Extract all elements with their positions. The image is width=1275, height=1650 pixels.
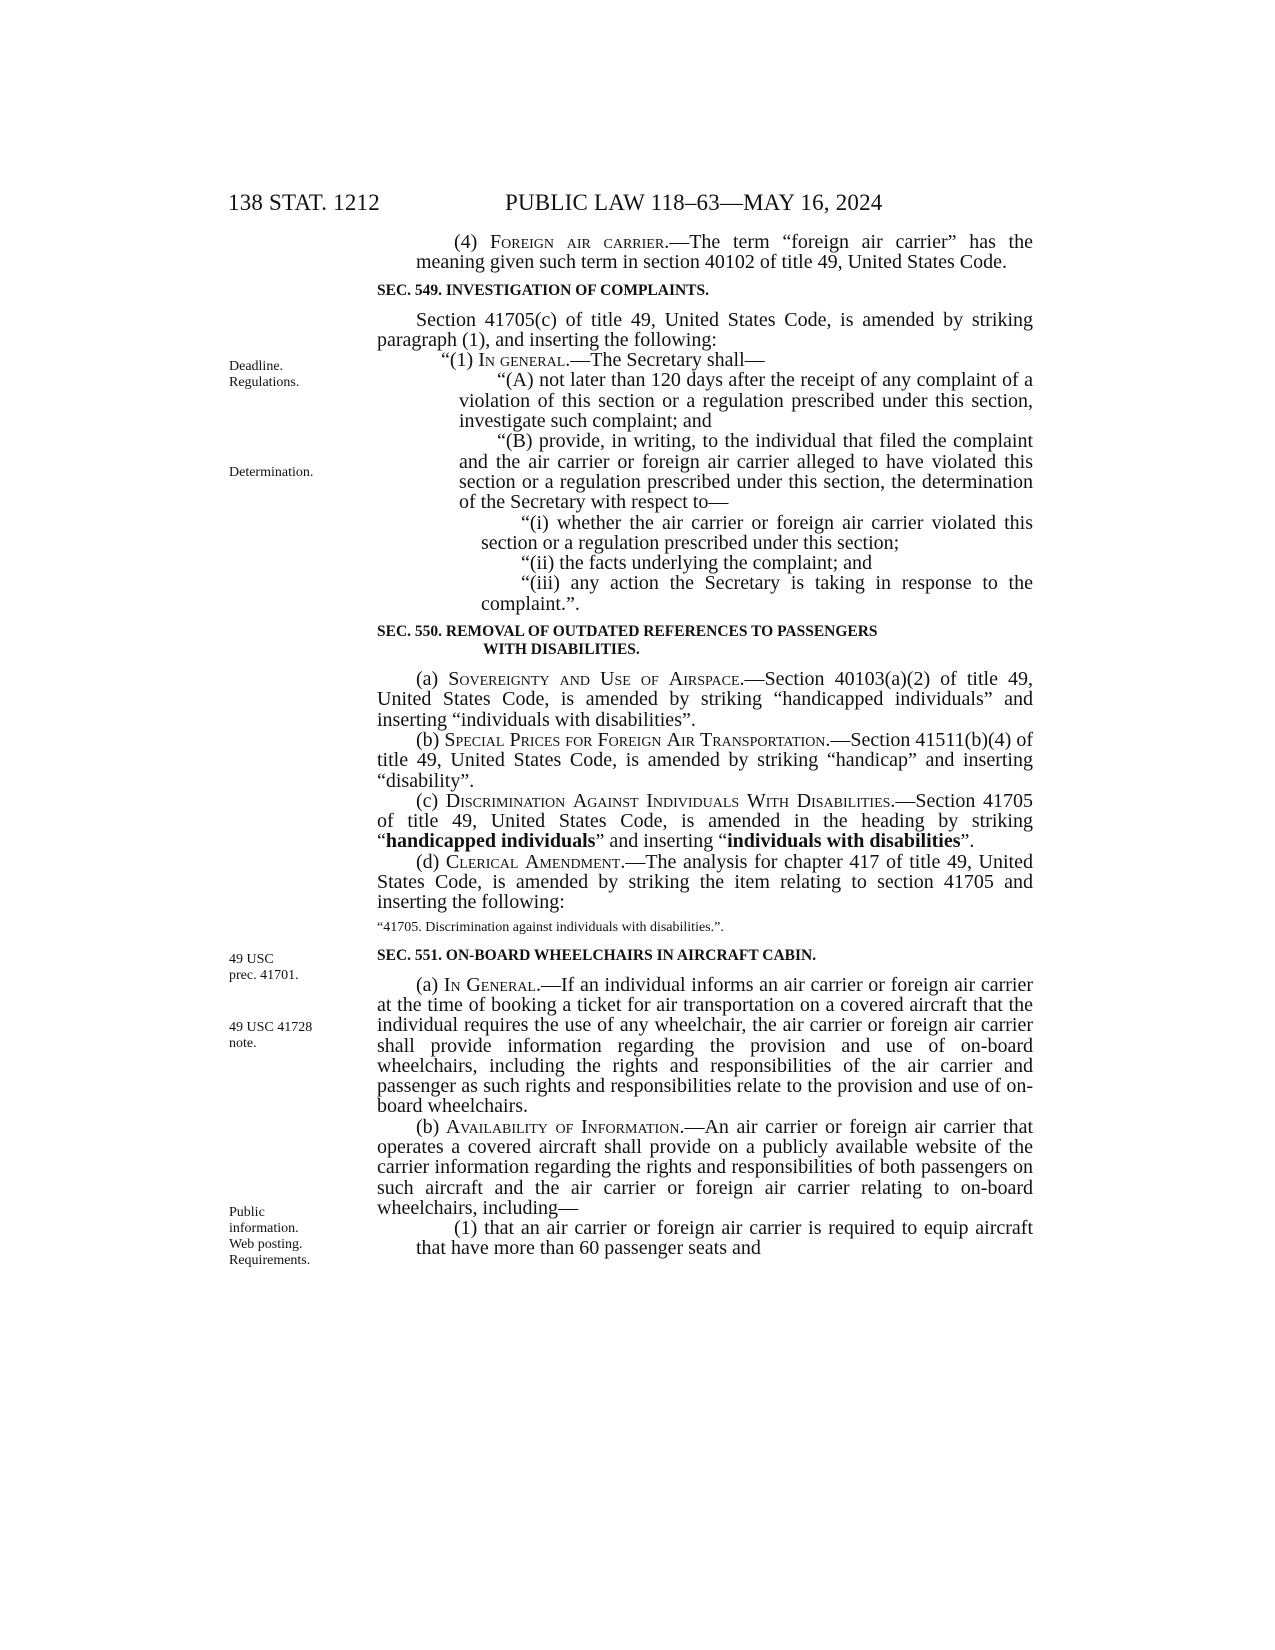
stat-page-number: 138 STAT. 1212 <box>228 190 380 215</box>
section-550-subsection-c: (c) Discrimination Against Individuals With Disabilities.—Section 41705 of title 49, United States Code, is amended in the heading by striking “handicapped individuals” and inserting “individuals with disabilities”. <box>377 789 1033 853</box>
margin-note-public-information: Public information. Web posting. Requirements. <box>229 1205 311 1268</box>
section-549-clause-iii: “(iii) any action the Secretary is taking in response to the complaint.”. <box>481 572 1033 615</box>
section-549-intro: Section 41705(c) of title 49, United States Code, is amended by striking paragraph (1), and inserting the following: <box>377 308 1033 351</box>
section-550-subsection-b: (b) Special Prices for Foreign Air Transportation.—Section 41511(b)(4) of title 49, United States Code, is amended by striking “handicap” and inserting “disability”. <box>377 728 1033 792</box>
public-law-header: PUBLIC LAW 118–63—MAY 16, 2024 <box>505 190 883 215</box>
margin-note-deadline: Deadline. Regulations. <box>229 359 300 390</box>
section-549-subpara-B: “(B) provide, in writing, to the individual that filed the complaint and the air carrier or foreign air carrier alleged to have violated this section or a regulation prescribed under this section, the determination of the Secretary with respect to— <box>459 430 1033 514</box>
section-550-table-item: “41705. Discrimination against individuals with disabilities.”. <box>377 919 724 935</box>
section-549-heading: SEC. 549. INVESTIGATION OF COMPLAINTS. <box>377 281 710 299</box>
section-549-subpara-A: “(A) not later than 120 days after the receipt of any complaint of a violation of this section or a regulation prescribed under this section, investigate such complaint; and <box>459 369 1033 433</box>
main-text-column <box>377 232 1033 1259</box>
section-550-heading: SEC. 550. REMOVAL OF OUTDATED REFERENCES TO PASSENGERS WITH DISABILITIES. <box>377 623 878 659</box>
section-551-paragraph-1: (1) that an air carrier or foreign air carrier is required to equip aircraft that have more than 60 passenger seats and <box>416 1217 1033 1260</box>
section-549-clause-ii: “(ii) the facts underlying the complaint; and <box>521 552 872 575</box>
margin-note-49usc-prec: 49 USC prec. 41701. <box>229 952 299 983</box>
section-551-subsection-a: (a) In General.—If an individual informs an air carrier or foreign air carrier at the time of booking a ticket for air transportation on a covered aircraft that the individual requires the use of any wheelchair, the air carrier or foreign air carrier shall provide information regarding the provision and use of on-board wheelchairs, including the rights and responsibilities of the air carrier and passenger as such rights and responsibilities relate to the provision and use of on-board wheelchairs. <box>377 973 1033 1118</box>
margin-note-49usc-41728: 49 USC 41728 note. <box>229 1020 313 1051</box>
section-550-subsection-d: (d) Clerical Amendment.—The analysis for chapter 417 of title 49, United States Code, is amended by striking the item relating to section 41705 and inserting the following: <box>377 850 1033 914</box>
section-551-subsection-b: (b) Availability of Information.—An air carrier or foreign air carrier that operates a covered aircraft shall provide on a publicly available website of the carrier information regarding the rights and responsibilities of both passengers on such aircraft and the air carrier or foreign air carrier relating to on-board wheelchairs, including— <box>377 1115 1034 1219</box>
section-550-subsection-a: (a) Sovereignty and Use of Airspace.—Section 40103(a)(2) of title 49, United States Code, is amended by striking “handicapped individuals” and inserting “individuals with disabilities”. <box>377 668 1033 731</box>
paragraph-4-foreign-air-carrier: (4) Foreign air carrier.—The term “foreign air carrier” has the meaning given such term in section 40102 of title 49, United States Code. <box>416 231 1033 274</box>
section-549-clause-i: “(i) whether the air carrier or foreign air carrier violated this section or a regulation prescribed under this section; <box>481 511 1033 554</box>
section-549-in-general: “(1) In general.—The Secretary shall— <box>441 349 765 372</box>
section-551-heading: SEC. 551. ON-BOARD WHEELCHAIRS IN AIRCRAFT CABIN. <box>377 946 817 964</box>
margin-note-determination: Determination. <box>229 465 314 480</box>
